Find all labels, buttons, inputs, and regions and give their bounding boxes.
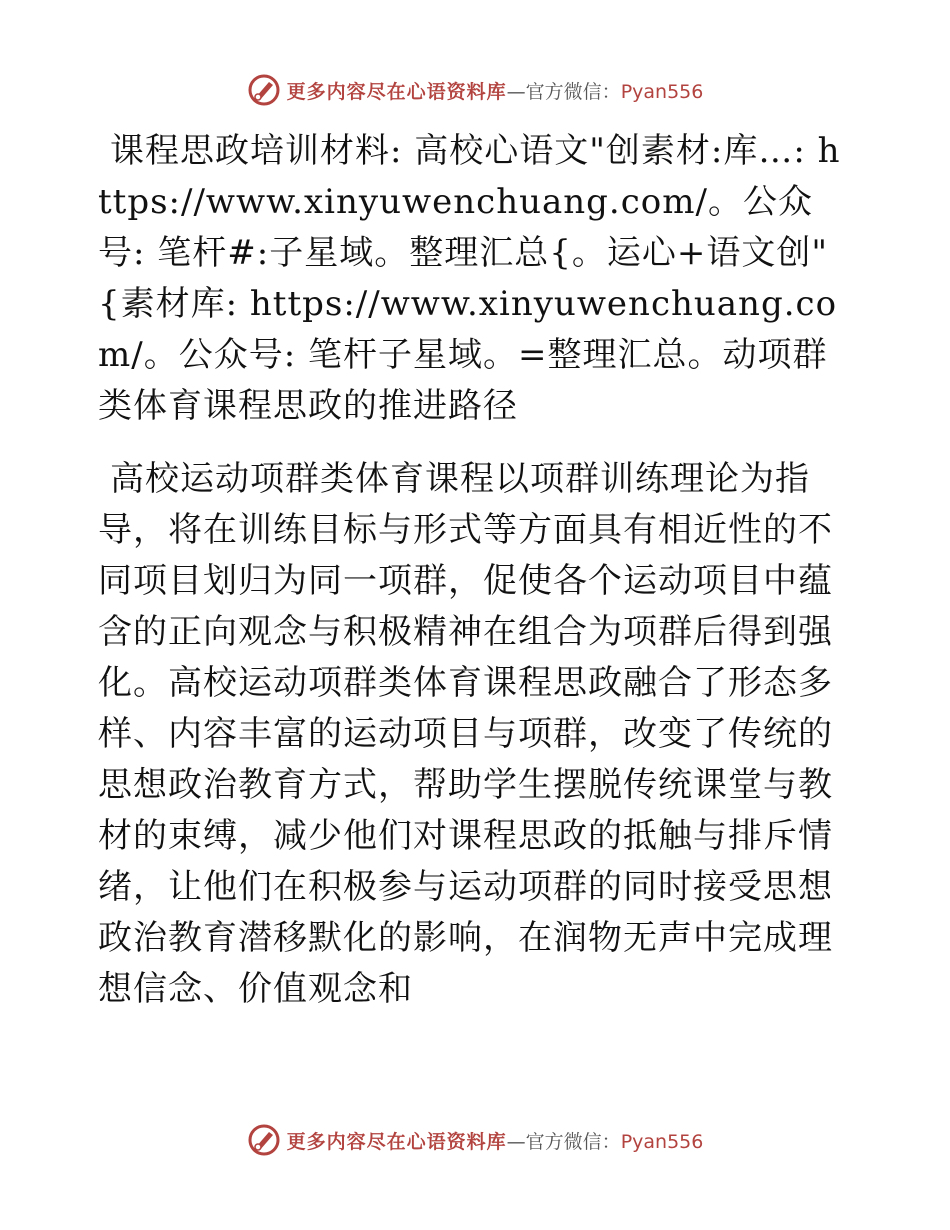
- header-banner: [0, 70, 950, 110]
- footer-slogan: 更多内容尽在心语资料库: [286, 1130, 507, 1153]
- header-slogan: 更多内容尽在心语资料库: [286, 80, 507, 103]
- header-banner-text: [287, 77, 704, 104]
- footer-separator: —: [506, 1130, 526, 1153]
- document-body: [98, 126, 850, 1015]
- footer-banner-text: [287, 1127, 704, 1154]
- brand-logo-icon: [247, 1123, 281, 1157]
- footer-wechat-id: Pyan556: [620, 1130, 704, 1153]
- header-separator: —: [506, 80, 526, 103]
- paragraph-title: 课程思政培训材料: 高校心语文"创素材:库…: https://www.xinyuwenchuang.com/。公众号: 笔杆#:子星域。整理汇总{。运心+语文创"{素材库: https://www.xinyuwenchuang.com/。公众号: 笔杆子星域。=整理汇总。动项群类体育课程思政的推进路径: [98, 131, 841, 426]
- header-wechat-id: Pyan556: [620, 80, 704, 103]
- paragraph-body: 高校运动项群类体育课程以项群训练理论为指导，将在训练目标与形式等方面具有相近性的不同项目划归为同一项群，促使各个运动项目中蕴含的正向观念与积极精神在组合为项群后得到强化。高校运动项群类体育课程思政融合了形态多样、内容丰富的运动项目与项群，改变了传统的思想政治教育方式，帮助学生摆脱传统课堂与教材的束缚，减少他们对课程思政的抵触与排斥情绪，让他们在积极参与运动项群的同时接受思想政治教育潜移默化的影响，在润物无声中完成理想信念、价值观念和: [98, 459, 833, 1009]
- header-wechat-label: 官方微信：: [525, 80, 621, 103]
- footer-wechat-label: 官方微信：: [525, 1130, 621, 1153]
- footer-banner: [0, 1120, 950, 1160]
- brand-logo-icon: [247, 73, 281, 107]
